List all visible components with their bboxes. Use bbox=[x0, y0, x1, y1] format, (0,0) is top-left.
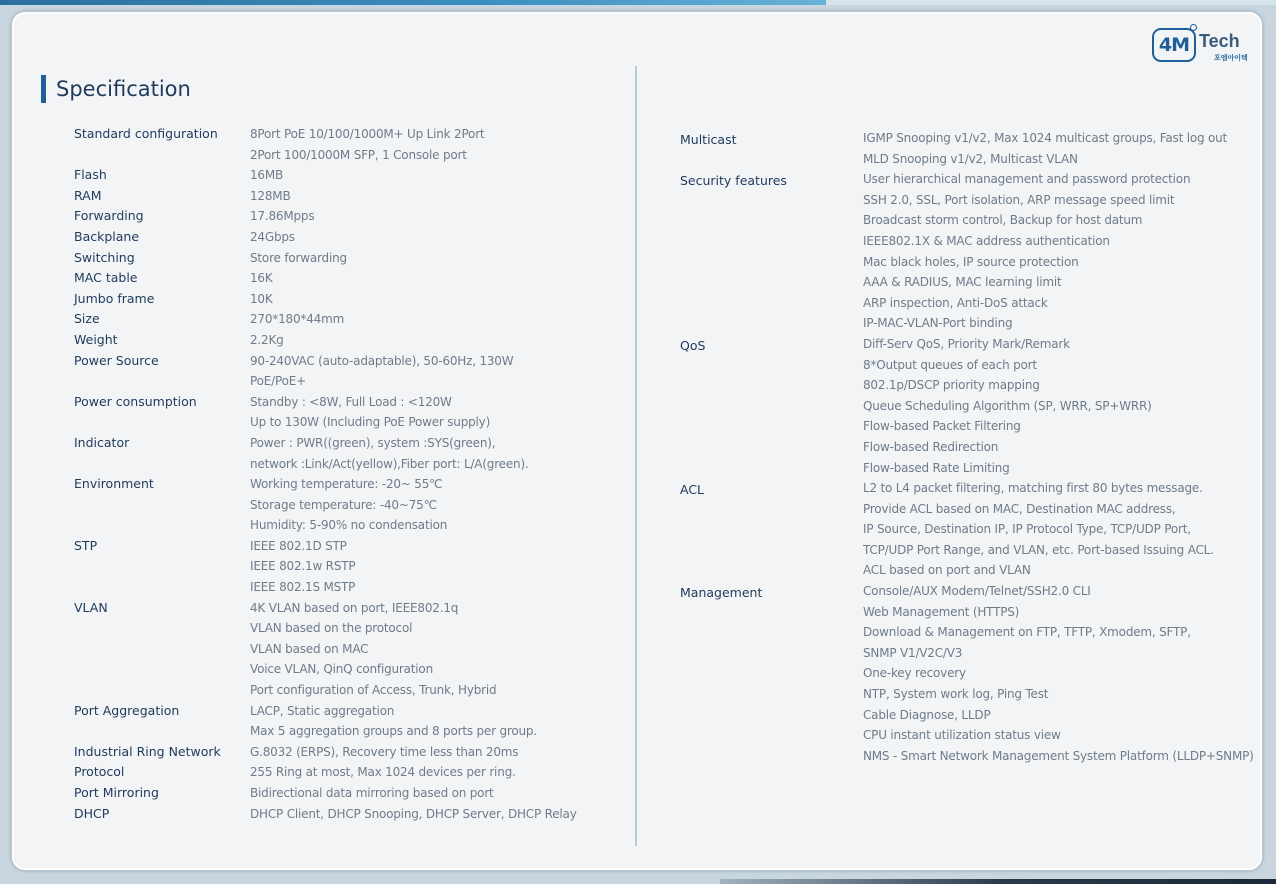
spec-values bbox=[250, 701, 537, 742]
spec-label: Protocol bbox=[74, 764, 125, 780]
spec-label: Switching bbox=[74, 249, 135, 265]
spec-value: Standby : <8W, Full Load : <120W bbox=[250, 394, 452, 409]
page-title-text: Specification bbox=[56, 77, 191, 101]
spec-values bbox=[863, 478, 1214, 581]
page-title bbox=[41, 75, 191, 103]
spec-value: 16MB bbox=[250, 168, 284, 183]
bottom-accent-bar bbox=[720, 879, 1276, 884]
spec-value: VLAN based on the protocol bbox=[250, 621, 413, 636]
spec-value: IEEE 802.1S MSTP bbox=[250, 580, 356, 595]
spec-row bbox=[74, 536, 577, 598]
spec-row bbox=[74, 598, 577, 701]
spec-value: LACP, Static aggregation bbox=[250, 703, 395, 718]
spec-label: RAM bbox=[74, 187, 102, 203]
spec-value: Queue Scheduling Algorithm (SP, WRR, SP+WRR) bbox=[863, 398, 1152, 413]
spec-value: 802.1p/DSCP priority mapping bbox=[863, 378, 1040, 393]
spec-row bbox=[74, 474, 577, 536]
spec-value: NTP, System work log, Ping Test bbox=[863, 687, 1049, 702]
spec-values bbox=[863, 581, 1254, 766]
spec-value: Diff-Serv QoS, Priority Mark/Remark bbox=[863, 336, 1070, 351]
spec-value: VLAN based on MAC bbox=[250, 641, 369, 656]
spec-value: ARP inspection, Anti-DoS attack bbox=[863, 295, 1048, 310]
spec-label: Forwarding bbox=[74, 208, 144, 224]
spec-values bbox=[250, 392, 490, 433]
spec-value: Max 5 aggregation groups and 8 ports per group. bbox=[250, 724, 537, 739]
spec-value: 8*Output queues of each port bbox=[863, 357, 1037, 372]
spec-value: L2 to L4 packet filtering, matching first 80 bytes message. bbox=[863, 481, 1203, 496]
spec-label: DHCP bbox=[74, 805, 110, 821]
spec-values bbox=[250, 474, 447, 536]
spec-row bbox=[74, 742, 577, 763]
spec-value: SNMP V1/V2C/V3 bbox=[863, 645, 963, 660]
spec-row bbox=[680, 478, 1254, 581]
spec-values bbox=[250, 124, 484, 165]
title-accent-bar bbox=[41, 75, 46, 103]
spec-row bbox=[74, 351, 577, 392]
spec-label: VLAN bbox=[74, 599, 108, 615]
spec-row bbox=[74, 206, 577, 227]
spec-values bbox=[863, 128, 1227, 169]
spec-row bbox=[680, 169, 1254, 334]
spec-value: 8Port PoE 10/100/1000M+ Up Link 2Port bbox=[250, 127, 485, 141]
spec-value: AAA & RADIUS, MAC learning limit bbox=[863, 275, 1062, 290]
spec-label: MAC table bbox=[74, 270, 138, 286]
logo-dot-icon bbox=[1190, 24, 1197, 31]
spec-list-left bbox=[74, 124, 577, 824]
spec-row bbox=[74, 392, 577, 433]
spec-value: 90-240VAC (auto-adaptable), 50-60Hz, 130W bbox=[250, 353, 514, 368]
spec-values bbox=[250, 783, 494, 804]
spec-list-right bbox=[680, 128, 1254, 766]
spec-value: 270*180*44mm bbox=[250, 312, 345, 327]
top-accent-bar-light bbox=[826, 0, 1276, 5]
company-logo bbox=[1152, 26, 1248, 66]
spec-label: QoS bbox=[680, 337, 706, 353]
column-divider bbox=[635, 66, 637, 846]
spec-value: NMS - Smart Network Management System Platform (LLDP+SNMP) bbox=[863, 748, 1254, 763]
spec-values bbox=[250, 804, 577, 825]
spec-row bbox=[74, 227, 577, 248]
spec-value: SSH 2.0, SSL, Port isolation, ARP message speed limit bbox=[863, 192, 1175, 207]
spec-value: Power : PWR((green), system :SYS(green), bbox=[250, 435, 496, 450]
spec-values bbox=[250, 289, 273, 310]
spec-value: Port configuration of Access, Trunk, Hybrid bbox=[250, 683, 497, 698]
spec-value: Storage temperature: -40~75℃ bbox=[250, 497, 437, 512]
spec-label: Backplane bbox=[74, 228, 140, 244]
spec-values bbox=[250, 165, 283, 186]
spec-row bbox=[680, 128, 1254, 169]
spec-value: 16K bbox=[250, 271, 273, 286]
logo-mark: 4M bbox=[1152, 28, 1196, 62]
spec-value: Provide ACL based on MAC, Destination MAC address, bbox=[863, 501, 1176, 516]
spec-value: User hierarchical management and password protection bbox=[863, 172, 1191, 187]
spec-label: Industrial Ring Network bbox=[74, 743, 221, 759]
spec-row bbox=[680, 334, 1254, 478]
spec-row bbox=[74, 433, 577, 474]
spec-values bbox=[250, 227, 295, 248]
spec-values bbox=[863, 169, 1190, 334]
spec-value: 2.2Kg bbox=[250, 332, 284, 347]
spec-values bbox=[250, 742, 518, 763]
spec-value: Console/AUX Modem/Telnet/SSH2.0 CLI bbox=[863, 584, 1091, 599]
spec-label: Port Mirroring bbox=[74, 785, 159, 800]
logo-subtitle: 포엠아이텍 bbox=[1214, 54, 1248, 62]
spec-row bbox=[680, 581, 1254, 766]
spec-values bbox=[250, 268, 273, 289]
spec-row bbox=[74, 165, 577, 186]
spec-value: Working temperature: -20~ 55℃ bbox=[250, 477, 443, 492]
spec-label: Multicast bbox=[680, 132, 737, 147]
spec-value: Flow-based Redirection bbox=[863, 439, 999, 454]
spec-value: Voice VLAN, QinQ configuration bbox=[250, 662, 433, 677]
spec-value: MLD Snooping v1/v2, Multicast VLAN bbox=[863, 151, 1078, 166]
spec-value: Web Management (HTTPS) bbox=[863, 604, 1020, 619]
spec-value: DHCP Client, DHCP Snooping, DHCP Server, DHCP Relay bbox=[250, 806, 577, 821]
spec-value: network :Link/Act(yellow),Fiber port: L/A(green). bbox=[250, 456, 529, 471]
spec-value: CPU instant utilization status view bbox=[863, 728, 1061, 743]
spec-value: Bidirectional data mirroring based on port bbox=[250, 786, 494, 800]
spec-values bbox=[250, 330, 284, 351]
spec-value: Flow-based Rate Limiting bbox=[863, 460, 1010, 475]
spec-value: Broadcast storm control, Backup for host datum bbox=[863, 213, 1143, 228]
spec-values bbox=[250, 351, 513, 392]
spec-value: G.8032 (ERPS), Recovery time less than 20ms bbox=[250, 744, 519, 759]
spec-row bbox=[74, 701, 577, 742]
spec-values bbox=[863, 334, 1152, 478]
spec-label: Weight bbox=[74, 331, 118, 347]
spec-row bbox=[74, 804, 577, 825]
spec-values bbox=[250, 206, 314, 227]
spec-label: Port Aggregation bbox=[74, 702, 180, 718]
spec-value: 128MB bbox=[250, 188, 291, 203]
spec-value: Mac black holes, IP source protection bbox=[863, 254, 1079, 269]
spec-label: ACL bbox=[680, 482, 705, 498]
spec-row bbox=[74, 268, 577, 289]
spec-label: Power Source bbox=[74, 352, 159, 368]
spec-value: TCP/UDP Port Range, and VLAN, etc. Port-based Issuing ACL. bbox=[863, 542, 1214, 557]
spec-row bbox=[74, 330, 577, 351]
spec-row bbox=[74, 762, 577, 783]
spec-value: 17.86Mpps bbox=[250, 209, 315, 224]
spec-label: Size bbox=[74, 311, 100, 327]
spec-values bbox=[250, 433, 529, 474]
spec-row bbox=[74, 248, 577, 269]
spec-row bbox=[74, 124, 577, 165]
logo-word: Tech bbox=[1199, 31, 1240, 51]
spec-value: Flow-based Packet Filtering bbox=[863, 419, 1021, 434]
spec-label: Standard configuration bbox=[74, 126, 218, 141]
spec-row bbox=[74, 289, 577, 310]
spec-value: 24Gbps bbox=[250, 229, 295, 244]
spec-label: Indicator bbox=[74, 434, 130, 450]
spec-value: 255 Ring at most, Max 1024 devices per ring. bbox=[250, 765, 516, 780]
spec-value: IGMP Snooping v1/v2, Max 1024 multicast groups, Fast log out bbox=[863, 131, 1228, 145]
top-accent-bar bbox=[0, 0, 826, 5]
spec-value: One-key recovery bbox=[863, 666, 966, 681]
spec-value: IEEE802.1X & MAC address authentication bbox=[863, 233, 1110, 248]
spec-value: PoE/PoE+ bbox=[250, 374, 306, 389]
spec-value: 10K bbox=[250, 291, 273, 306]
spec-value: IP Source, Destination IP, IP Protocol Type, TCP/UDP Port, bbox=[863, 522, 1191, 537]
spec-values bbox=[250, 186, 291, 207]
spec-value: ACL based on port and VLAN bbox=[863, 563, 1031, 578]
spec-label: STP bbox=[74, 537, 98, 553]
spec-value: Cable Diagnose, LLDP bbox=[863, 707, 991, 722]
spec-value: Store forwarding bbox=[250, 250, 347, 265]
spec-value: 4K VLAN based on port, IEEE802.1q bbox=[250, 600, 459, 615]
spec-value: Download & Management on FTP, TFTP, Xmodem, SFTP, bbox=[863, 625, 1191, 640]
spec-values bbox=[250, 309, 344, 330]
spec-value: Humidity: 5-90% no condensation bbox=[250, 518, 448, 533]
spec-label: Environment bbox=[74, 476, 154, 492]
spec-value: 2Port 100/1000M SFP, 1 Console port bbox=[250, 147, 467, 162]
spec-row bbox=[74, 186, 577, 207]
spec-label: Jumbo frame bbox=[74, 290, 155, 306]
spec-label: Management bbox=[680, 585, 763, 601]
spec-label: Security features bbox=[680, 173, 787, 189]
spec-values bbox=[250, 536, 355, 598]
spec-values bbox=[250, 598, 496, 701]
spec-values bbox=[250, 762, 516, 783]
spec-label: Power consumption bbox=[74, 393, 197, 409]
spec-values bbox=[250, 248, 347, 269]
spec-row bbox=[74, 309, 577, 330]
spec-value: IEEE 802.1w RSTP bbox=[250, 559, 356, 574]
spec-label: Flash bbox=[74, 167, 107, 183]
spec-value: Up to 130W (Including PoE Power supply) bbox=[250, 415, 491, 430]
spec-value: IEEE 802.1D STP bbox=[250, 538, 347, 553]
spec-row bbox=[74, 783, 577, 804]
spec-value: IP-MAC-VLAN-Port binding bbox=[863, 316, 1013, 331]
